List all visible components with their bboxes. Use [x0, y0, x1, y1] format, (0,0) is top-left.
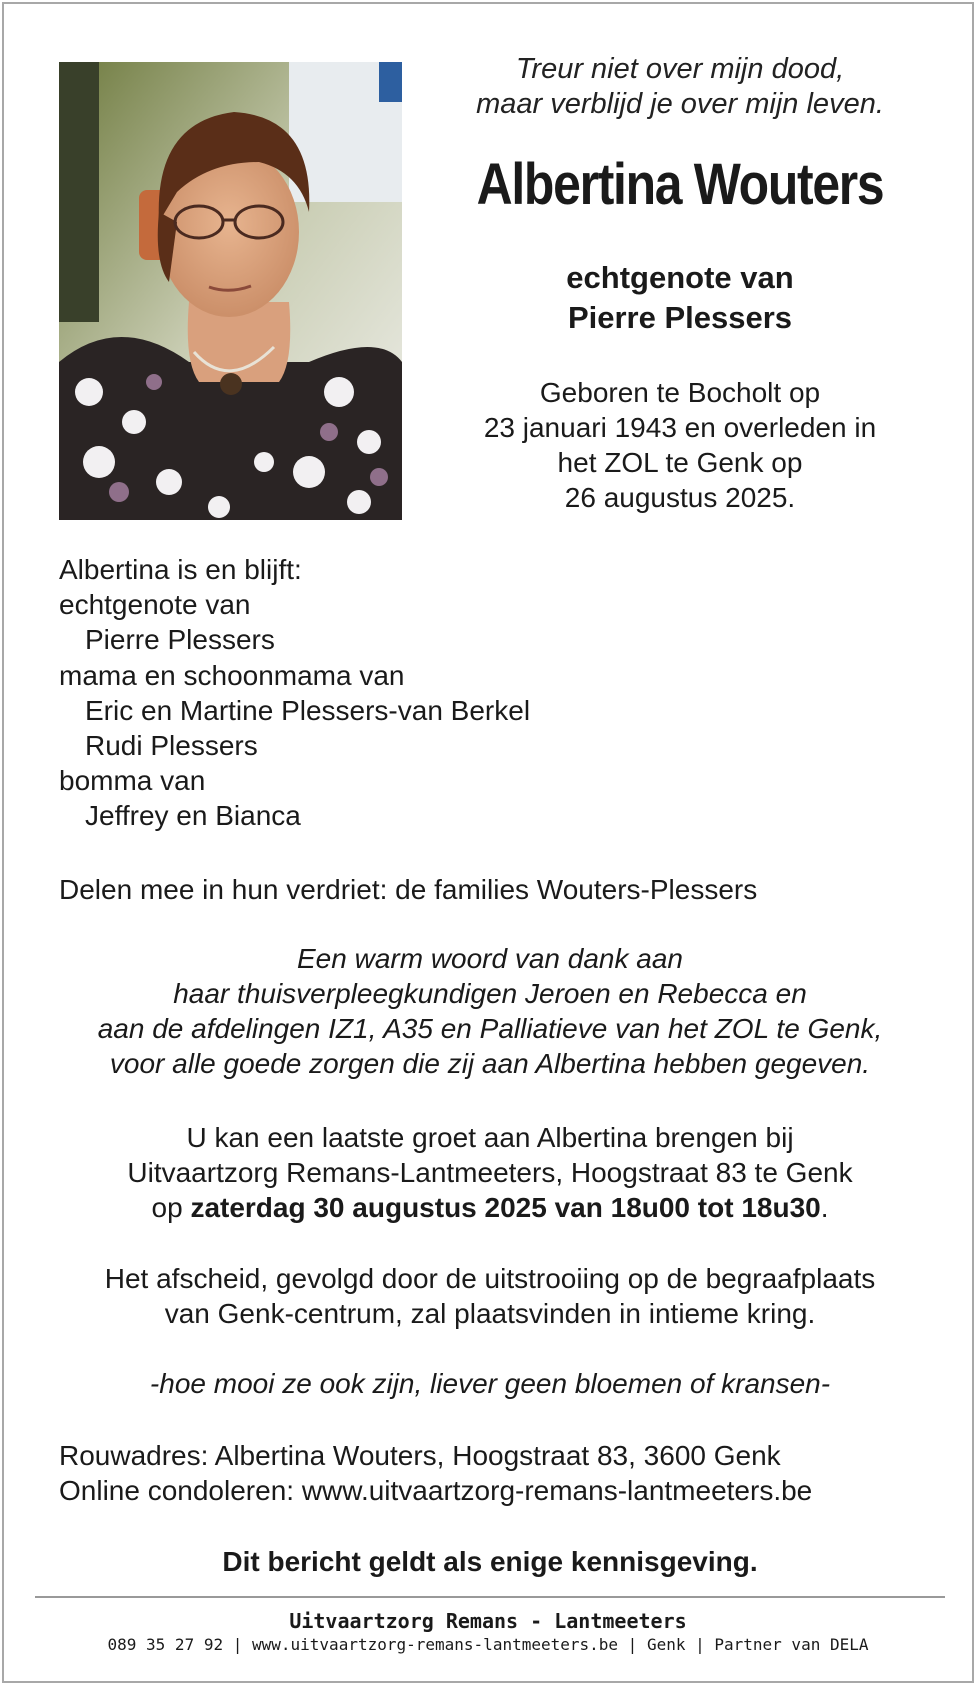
quote-line: maar verblijd je over mijn leven. [476, 88, 884, 120]
family-line: Pierre Plessers [85, 624, 275, 656]
footer-contact: 089 35 27 92 | www.uitvaartzorg-remans-lantmeeters.be | Genk | Partner van DELA [107, 1635, 869, 1654]
family-line: bomma van [59, 765, 206, 797]
visit-suffix: . [820, 1192, 829, 1223]
visit-prefix: op [151, 1192, 191, 1223]
birth-line: Geboren te Bocholt op [539, 377, 821, 408]
visitation-info [40, 1120, 940, 1225]
opening-quote [420, 52, 940, 122]
portrait-photo [59, 62, 402, 520]
spouse-info [420, 258, 940, 338]
family-intro: Albertina is en blijft: [59, 554, 302, 585]
family-line: Eric en Martine Plessers-van Berkel [85, 694, 531, 726]
flowers-note: -hoe mooi ze ook zijn, liever geen bloemen of kransen- [149, 1368, 831, 1399]
family-line: mama en schoonmama van [59, 659, 405, 691]
birth-line: 23 januari 1943 en overleden in [483, 412, 877, 443]
family-line: echtgenote van [59, 589, 251, 621]
thanks-line: Een warm woord van dank aan [297, 943, 683, 974]
spouse-relation: echtgenote van [566, 260, 794, 295]
birth-line: het ZOL te Genk op [557, 447, 803, 478]
birth-line: 26 augustus 2025. [564, 482, 796, 513]
thanks-line: aan de afdelingen IZ1, A35 en Palliatieve van het ZOL te Genk, [97, 1013, 883, 1044]
thanks-line: haar thuisverpleegkundigen Jeroen en Rebecca en [173, 978, 807, 1009]
visit-line: U kan een laatste groet aan Albertina brengen bij [186, 1122, 794, 1153]
farewell-info [40, 1261, 940, 1331]
farewell-line: van Genk-centrum, zal plaatsvinden in intieme kring. [164, 1298, 816, 1329]
visit-line: Uitvaartzorg Remans-Lantmeeters, Hoogstraat 83 te Genk [127, 1157, 853, 1188]
thanks-line: voor alle goede zorgen die zij aan Albertina hebben gegeven. [109, 1048, 871, 1079]
online-condolence: Online condoleren: www.uitvaartzorg-remans-lantmeeters.be [59, 1475, 813, 1507]
thanks-text [40, 941, 940, 1081]
family-line: Jeffrey en Bianca [85, 800, 301, 832]
farewell-line: Het afscheid, gevolgd door de uitstrooiing op de begraafplaats [104, 1263, 876, 1294]
quote-line: Treur niet over mijn dood, [515, 53, 845, 85]
visit-datetime: zaterdag 30 augustus 2025 van 18u00 tot 18u30 [190, 1192, 821, 1223]
mourning-address: Rouwadres: Albertina Wouters, Hoogstraat 83, 3600 Genk [59, 1440, 781, 1471]
notice-line: Dit bericht geldt als enige kennisgeving. [222, 1546, 758, 1577]
birth-death-info [420, 375, 940, 515]
condolence-address [59, 1438, 812, 1508]
footer-company: Uitvaartzorg Remans - Lantmeeters [289, 1609, 687, 1633]
visit-line [40, 1190, 940, 1225]
family-line: Rudi Plessers [85, 730, 258, 762]
footer-divider [35, 1596, 945, 1598]
spouse-name: Pierre Plessers [567, 300, 793, 335]
family-list [59, 552, 530, 834]
sharing-line: Delen mee in hun verdriet: de families Wouters-Plessers [59, 874, 758, 905]
deceased-name: Albertina Wouters [476, 152, 884, 217]
